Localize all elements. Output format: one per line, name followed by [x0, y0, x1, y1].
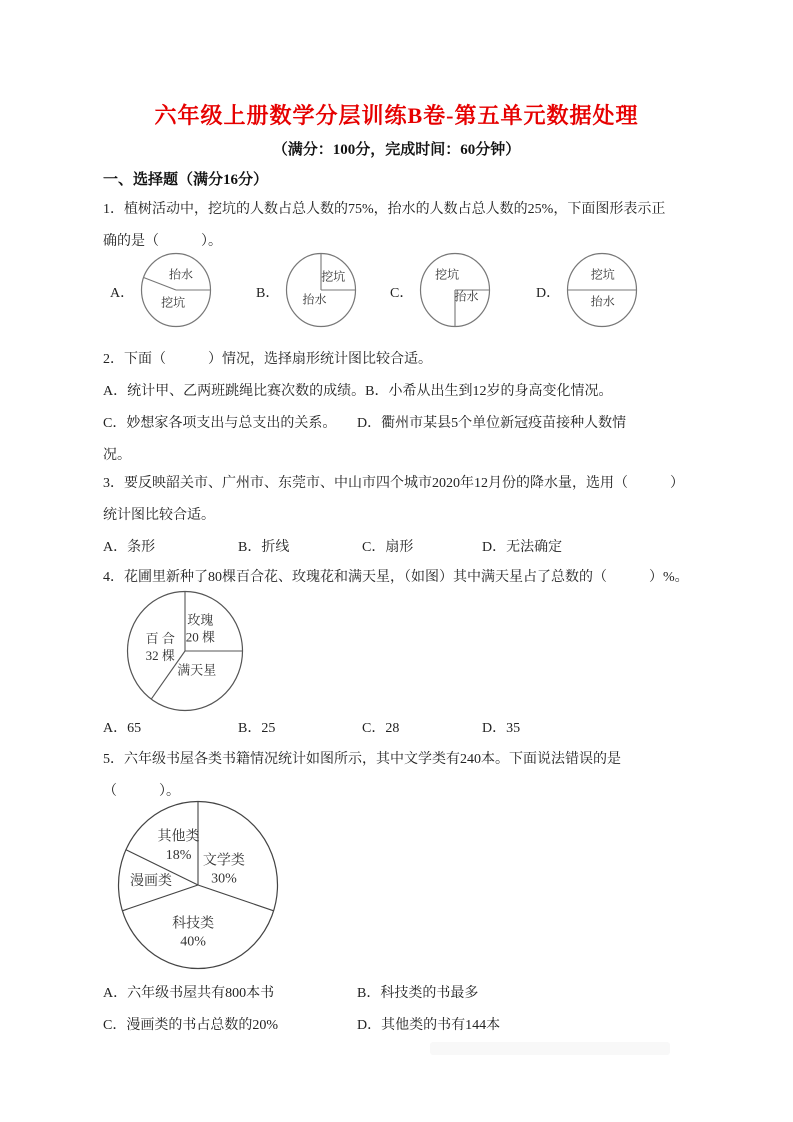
svg-text:抬水: 抬水 [169, 266, 194, 281]
svg-text:玫瑰: 玫瑰 [187, 612, 214, 628]
svg-text:32 棵: 32 棵 [145, 647, 175, 663]
q3-options-row [103, 536, 562, 556]
q1-option-b-pie-chart [285, 252, 357, 333]
q2-option-d-continuation: 况。 [103, 448, 131, 463]
q2-option-a: A．统计甲、乙两班跳绳比赛次数的成绩。 [103, 384, 366, 399]
q3-text-line2: 统计图比较合适。 [103, 508, 215, 523]
q3-option-c: C．扇形 [362, 540, 414, 555]
svg-text:满天星: 满天星 [177, 662, 217, 678]
q4-option-a: A．65 [103, 721, 142, 736]
svg-text:抬水: 抬水 [590, 294, 615, 309]
q1-text-line2: 确的是（ ）。 [103, 234, 222, 249]
page-title: 六年级上册数学分层训练B卷-第五单元数据处理 [154, 103, 639, 128]
q1-option-a [110, 253, 212, 331]
q2-text: 2．下面（ ）情况，选择扇形统计图比较合适。 [103, 352, 432, 367]
q2-option-c: C．妙想家各项支出与总支出的关系。 [103, 416, 337, 431]
q2-options-cd [103, 412, 626, 432]
q5-options-cd [103, 1014, 500, 1034]
svg-text:抬水: 抬水 [302, 291, 327, 306]
svg-text:挖坑: 挖坑 [321, 269, 346, 284]
q4-options-row [103, 717, 520, 737]
q5-options-ab [103, 982, 478, 1002]
section-heading: 一、选择题（满分16分） [103, 172, 269, 188]
q4-option-c: C．28 [362, 721, 400, 736]
svg-text:漫画类: 漫画类 [130, 873, 173, 889]
q5-text-line2: （ ）。 [103, 784, 180, 799]
q1-option-d-pie-chart [566, 252, 638, 333]
q4-option-d: D．35 [482, 721, 521, 736]
q3-option-a: A．条形 [103, 540, 156, 555]
q5-option-c: C．漫画类的书占总数的20% [103, 1018, 278, 1033]
svg-text:18%: 18% [165, 847, 192, 863]
q1-option-d [536, 253, 638, 331]
q3-option-d: D．无法确定 [482, 540, 563, 555]
q1-option-a-pie-chart [140, 252, 212, 333]
svg-text:20 棵: 20 棵 [185, 629, 215, 645]
q1-option-d-letter: D． [536, 286, 561, 301]
svg-text:科技类: 科技类 [172, 916, 215, 932]
svg-text:30%: 30% [211, 871, 237, 887]
svg-text:百 合: 百 合 [145, 631, 175, 647]
q2-options-ab [103, 380, 612, 400]
q2-option-d: D．衢州市某县5个单位新冠疫苗接种人数情 [357, 416, 627, 431]
svg-text:挖坑: 挖坑 [161, 294, 186, 309]
svg-text:挖坑: 挖坑 [590, 266, 615, 281]
q1-text-line1: 1．植树活动中，挖坑的人数占总人数的75%，抬水的人数占总人数的25%，下面图形表示正 [103, 202, 666, 217]
q1-option-b-letter: B． [256, 286, 280, 301]
q5-option-b: B．科技类的书最多 [357, 986, 479, 1001]
q5-option-a: A．六年级书屋共有800本书 [103, 986, 275, 1001]
q3-option-b: B．折线 [238, 540, 290, 555]
page-subtitle: （满分：100分，完成时间：60分钟） [272, 142, 521, 158]
q1-option-c [390, 253, 491, 331]
q5-pie-chart [117, 800, 279, 975]
q2-option-b: B．小希从出生到12岁的身高变化情况。 [365, 384, 613, 399]
q5-option-d: D．其他类的书有144本 [357, 1018, 501, 1033]
faint-highlight-artifact [430, 1042, 670, 1055]
svg-text:文学类: 文学类 [202, 853, 245, 869]
q1-option-c-letter: C． [390, 286, 414, 301]
q5-text-line1: 5．六年级书屋各类书籍情况统计如图所示，其中文学类有240本。下面说法错误的是 [103, 752, 621, 767]
q4-text: 4．花圃里新种了80棵百合花、玫瑰花和满天星，（如图）其中满天星占了总数的（ ）%。 [103, 570, 689, 585]
q4-option-b: B．25 [238, 721, 276, 736]
svg-text:抬水: 抬水 [454, 288, 479, 303]
svg-text:其他类: 其他类 [157, 829, 200, 845]
q3-text-line1: 3．要反映韶关市、广州市、东莞市、中山市四个城市2020年12月份的降水量，选用（ ） [103, 476, 684, 491]
svg-text:挖坑: 挖坑 [435, 266, 460, 281]
q1-option-c-pie-chart [419, 252, 491, 333]
q1-option-a-letter: A． [110, 286, 135, 301]
q1-option-b [256, 253, 357, 331]
svg-text:40%: 40% [180, 934, 206, 950]
q4-pie-chart [126, 590, 244, 717]
